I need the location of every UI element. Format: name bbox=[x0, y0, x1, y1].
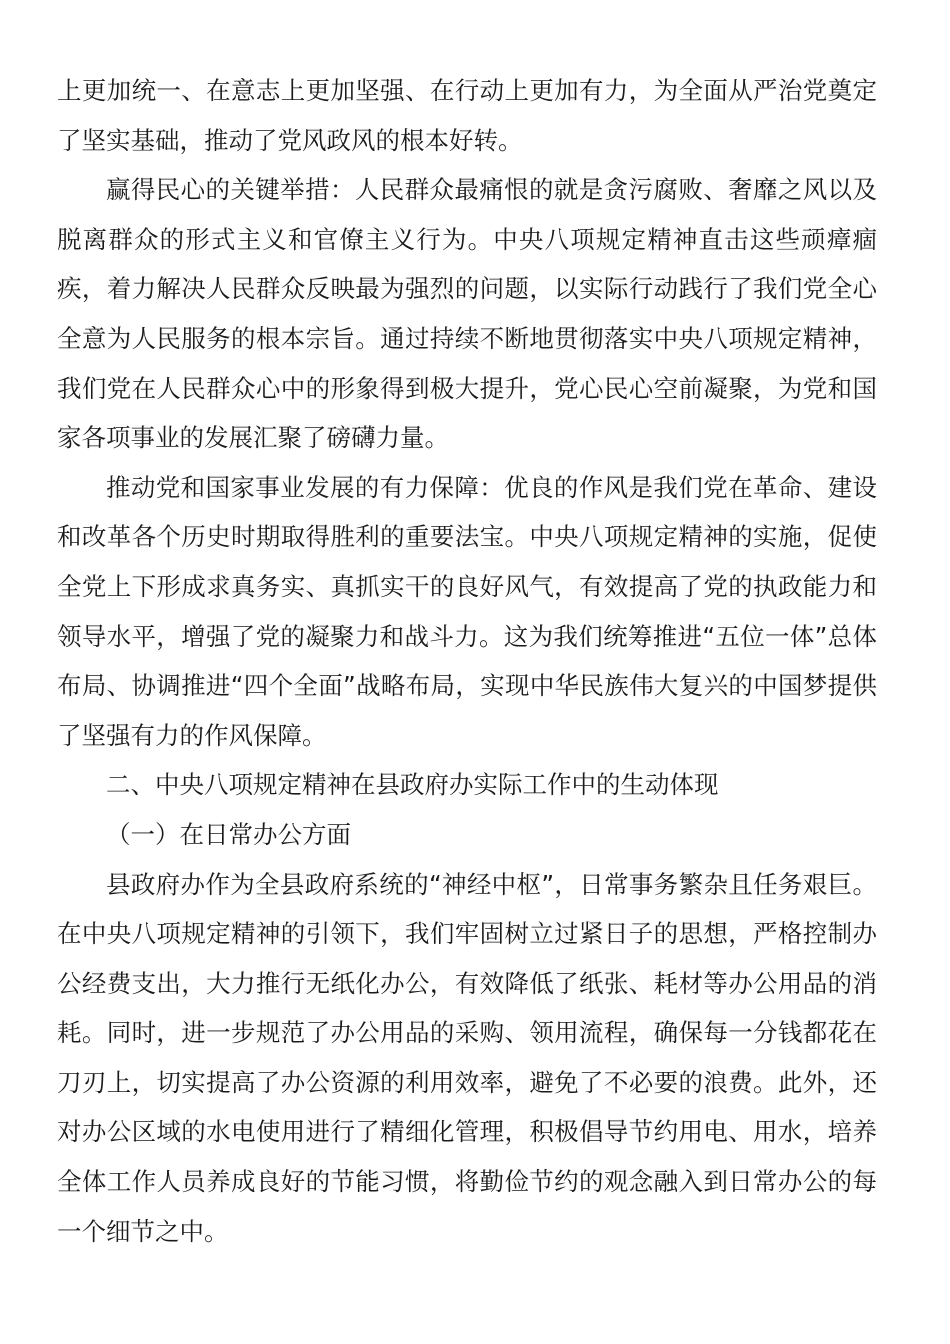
paragraph-strong-guarantee: 推动党和国家事业发展的有力保障：优良的作风是我们党在革命、建设和改革各个历史时期取得胜利的重要法宝。中央八项规定精神的实施，促使全党上下形成求真务实、真抓实干的良好风气，有效提高了党的执政能力和领导水平，增强了党的凝聚力和战斗力。这为我们统筹推进“五位一体”总体布局、协调推进“四个全面”战略布局，实现中华民族伟大复兴的中国梦提供了坚强有力的作风保障。 bbox=[57, 472, 877, 750]
document-page bbox=[57, 66, 877, 1256]
subsection-heading-1: （一）在日常办公方面 bbox=[106, 819, 351, 849]
paragraph-daily-office: 县政府办作为全县政府系统的“神经中枢”，日常事务繁杂且任务艰巨。在中央八项规定精神的引领下，我们牢固树立过紧日子的思想，严格控制办公经费支出，大力推行无纸化办公，有效降低了纸张、耗材等办公用品的消耗。同时，进一步规范了办公用品的采购、领用流程，确保每一分钱都花在刀刃上，切实提高了办公资源的利用效率，避免了不必要的浪费。此外，还对办公区域的水电使用进行了精细化管理，积极倡导节约用电、用水，培养全体工作人员养成良好的节能习惯，将勤俭节约的观念融入到日常办公的每一个细节之中。 bbox=[57, 869, 877, 1246]
paragraph-winning-public-support: 赢得民心的关键举措：人民群众最痛恨的就是贪污腐败、奢靡之风以及脱离群众的形式主义和官僚主义行为。中央八项规定精神直击这些顽瘴痼疾，着力解决人民群众反映最为强烈的问题，以实际行动践行了我们党全心全意为人民服务的根本宗旨。通过持续不断地贯彻落实中央八项规定精神，我们党在人民群众心中的形象得到极大提升，党心民心空前凝聚，为党和国家各项事业的发展汇聚了磅礴力量。 bbox=[57, 175, 877, 453]
section-heading-2: 二、中央八项规定精神在县政府办实际工作中的生动体现 bbox=[106, 770, 719, 800]
paragraph-continuation: 上更加统一、在意志上更加坚强、在行动上更加有力，为全面从严治党奠定了坚实基础，推动了党风政风的根本好转。 bbox=[57, 76, 877, 155]
